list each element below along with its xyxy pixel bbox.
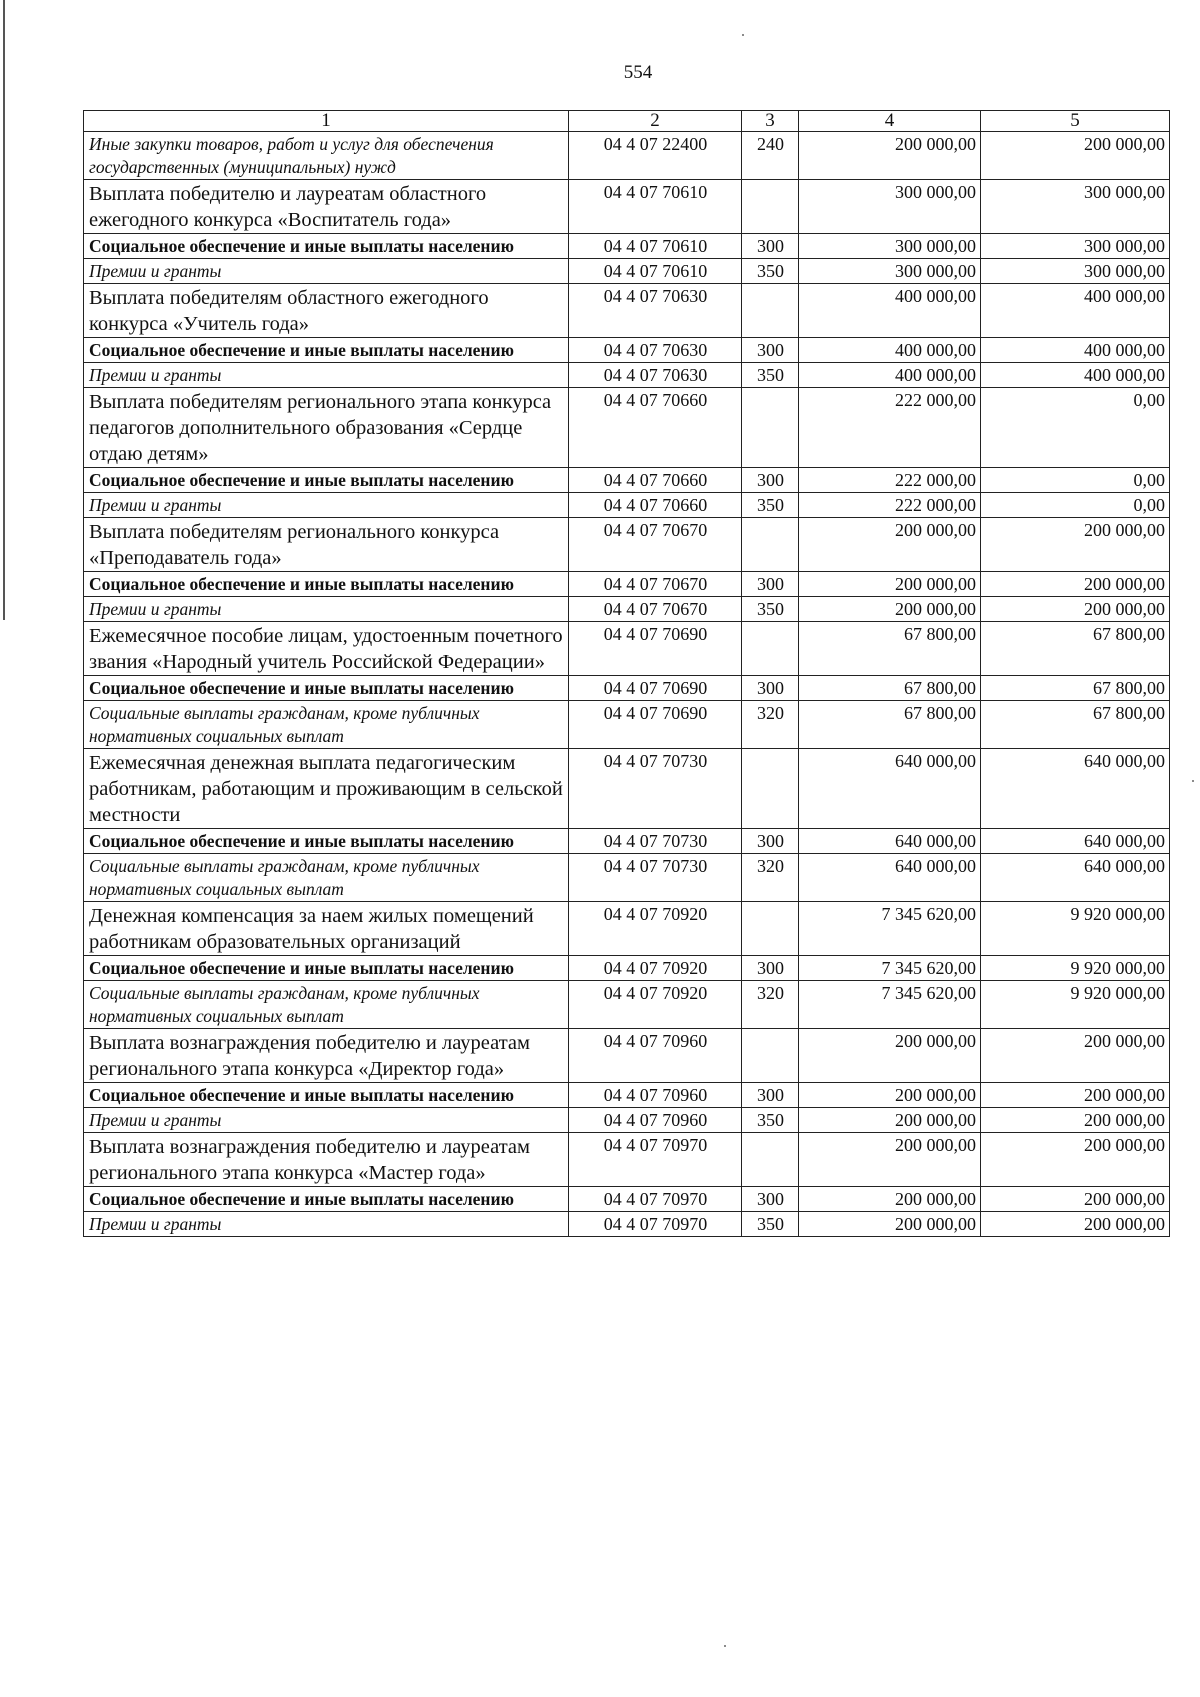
row-amount-col5: 9 920 000,00 (981, 981, 1170, 1029)
row-amount-col4: 200 000,00 (799, 518, 981, 572)
row-name: Выплата вознаграждения победителю и лауреатам регионального этапа конкурса «Директор года» (84, 1029, 569, 1083)
row-code: 04 4 07 70690 (569, 622, 742, 676)
row-code: 04 4 07 22400 (569, 132, 742, 180)
row-amount-col4: 67 800,00 (799, 701, 981, 749)
row-amount-col5: 200 000,00 (981, 132, 1170, 180)
header-col-1: 1 (84, 111, 569, 132)
row-code: 04 4 07 70960 (569, 1083, 742, 1108)
scan-speck (742, 34, 744, 36)
row-amount-col5: 200 000,00 (981, 518, 1170, 572)
row-expense-type (742, 180, 799, 234)
row-name: Премии и гранты (84, 493, 569, 518)
table-row (84, 676, 1170, 701)
row-amount-col4: 7 345 620,00 (799, 902, 981, 956)
row-code: 04 4 07 70920 (569, 981, 742, 1029)
row-expense-type (742, 749, 799, 829)
row-expense-type: 320 (742, 701, 799, 749)
row-amount-col4: 640 000,00 (799, 829, 981, 854)
row-code: 04 4 07 70690 (569, 701, 742, 749)
row-amount-col4: 400 000,00 (799, 363, 981, 388)
row-name: Социальное обеспечение и иные выплаты населению (84, 338, 569, 363)
row-expense-type: 240 (742, 132, 799, 180)
row-amount-col5: 200 000,00 (981, 1212, 1170, 1237)
row-amount-col4: 640 000,00 (799, 749, 981, 829)
scan-speck (724, 1645, 726, 1647)
table-row (84, 829, 1170, 854)
row-name: Социальные выплаты гражданам, кроме публичных нормативных социальных выплат (84, 854, 569, 902)
header-col-2: 2 (569, 111, 742, 132)
table-row (84, 388, 1170, 468)
row-code: 04 4 07 70960 (569, 1108, 742, 1133)
table-row (84, 518, 1170, 572)
table-row (84, 1108, 1170, 1133)
row-name: Выплата победителям регионального конкурса «Преподаватель года» (84, 518, 569, 572)
row-expense-type: 300 (742, 234, 799, 259)
row-expense-type (742, 518, 799, 572)
row-code: 04 4 07 70690 (569, 676, 742, 701)
row-expense-type (742, 1133, 799, 1187)
table-row (84, 622, 1170, 676)
row-amount-col4: 7 345 620,00 (799, 981, 981, 1029)
row-name: Социальное обеспечение и иные выплаты населению (84, 234, 569, 259)
row-name: Социальные выплаты гражданам, кроме публичных нормативных социальных выплат (84, 981, 569, 1029)
row-name: Выплата победителю и лауреатам областного ежегодного конкурса «Воспитатель года» (84, 180, 569, 234)
row-name: Ежемесячное пособие лицам, удостоенным почетного звания «Народный учитель Российской Федерации» (84, 622, 569, 676)
row-name: Социальное обеспечение и иные выплаты населению (84, 1187, 569, 1212)
table-row (84, 338, 1170, 363)
row-amount-col4: 640 000,00 (799, 854, 981, 902)
budget-table (83, 110, 1170, 1237)
row-amount-col4: 300 000,00 (799, 180, 981, 234)
row-name: Выплата вознаграждения победителю и лауреатам регионального этапа конкурса «Мастер года» (84, 1133, 569, 1187)
row-name: Социальное обеспечение и иные выплаты населению (84, 468, 569, 493)
row-amount-col5: 67 800,00 (981, 701, 1170, 749)
table-row (84, 1212, 1170, 1237)
row-amount-col5: 400 000,00 (981, 284, 1170, 338)
row-name: Социальное обеспечение и иные выплаты населению (84, 676, 569, 701)
table-row (84, 1133, 1170, 1187)
row-expense-type: 300 (742, 956, 799, 981)
table-row (84, 493, 1170, 518)
row-amount-col4: 200 000,00 (799, 1083, 981, 1108)
row-amount-col4: 200 000,00 (799, 1212, 981, 1237)
row-code: 04 4 07 70610 (569, 180, 742, 234)
table-row (84, 956, 1170, 981)
row-amount-col5: 9 920 000,00 (981, 956, 1170, 981)
row-amount-col5: 0,00 (981, 388, 1170, 468)
row-name: Социальные выплаты гражданам, кроме публичных нормативных социальных выплат (84, 701, 569, 749)
row-name: Социальное обеспечение и иные выплаты населению (84, 1083, 569, 1108)
table-row (84, 1187, 1170, 1212)
row-code: 04 4 07 70970 (569, 1187, 742, 1212)
row-expense-type (742, 284, 799, 338)
row-code: 04 4 07 70670 (569, 597, 742, 622)
row-amount-col5: 67 800,00 (981, 622, 1170, 676)
row-amount-col4: 67 800,00 (799, 676, 981, 701)
row-expense-type (742, 388, 799, 468)
row-amount-col5: 67 800,00 (981, 676, 1170, 701)
row-amount-col5: 200 000,00 (981, 1108, 1170, 1133)
row-code: 04 4 07 70670 (569, 518, 742, 572)
table-row (84, 259, 1170, 284)
scan-speck (1192, 780, 1194, 782)
row-amount-col4: 222 000,00 (799, 493, 981, 518)
row-amount-col4: 200 000,00 (799, 597, 981, 622)
row-expense-type: 300 (742, 676, 799, 701)
row-expense-type: 350 (742, 493, 799, 518)
row-amount-col5: 9 920 000,00 (981, 902, 1170, 956)
row-expense-type: 320 (742, 981, 799, 1029)
row-code: 04 4 07 70970 (569, 1212, 742, 1237)
row-expense-type: 350 (742, 259, 799, 284)
table-row (84, 902, 1170, 956)
row-amount-col5: 640 000,00 (981, 829, 1170, 854)
row-code: 04 4 07 70920 (569, 902, 742, 956)
row-code: 04 4 07 70630 (569, 338, 742, 363)
row-code: 04 4 07 70630 (569, 284, 742, 338)
row-amount-col4: 222 000,00 (799, 468, 981, 493)
table-row (84, 1029, 1170, 1083)
row-name: Премии и гранты (84, 1108, 569, 1133)
row-expense-type: 350 (742, 1212, 799, 1237)
row-amount-col4: 400 000,00 (799, 338, 981, 363)
table-row (84, 701, 1170, 749)
table-row (84, 468, 1170, 493)
row-name: Премии и гранты (84, 259, 569, 284)
table-row (84, 363, 1170, 388)
row-code: 04 4 07 70660 (569, 493, 742, 518)
row-name: Социальное обеспечение и иные выплаты населению (84, 956, 569, 981)
row-name: Премии и гранты (84, 1212, 569, 1237)
table-row (84, 180, 1170, 234)
row-name: Ежемесячная денежная выплата педагогическим работникам, работающим и проживающим в сельской местности (84, 749, 569, 829)
row-amount-col5: 400 000,00 (981, 363, 1170, 388)
row-code: 04 4 07 70730 (569, 854, 742, 902)
row-code: 04 4 07 70970 (569, 1133, 742, 1187)
row-code: 04 4 07 70920 (569, 956, 742, 981)
row-amount-col5: 400 000,00 (981, 338, 1170, 363)
table-row (84, 597, 1170, 622)
table-row (84, 981, 1170, 1029)
row-amount-col5: 200 000,00 (981, 1187, 1170, 1212)
table-header-row (84, 111, 1170, 132)
row-code: 04 4 07 70660 (569, 468, 742, 493)
row-expense-type: 350 (742, 597, 799, 622)
row-amount-col4: 200 000,00 (799, 1108, 981, 1133)
row-amount-col5: 640 000,00 (981, 854, 1170, 902)
header-col-5: 5 (981, 111, 1170, 132)
scan-edge-line (3, 0, 5, 620)
row-amount-col5: 640 000,00 (981, 749, 1170, 829)
row-code: 04 4 07 70630 (569, 363, 742, 388)
header-col-4: 4 (799, 111, 981, 132)
row-name: Выплата победителям областного ежегодного конкурса «Учитель года» (84, 284, 569, 338)
row-amount-col5: 200 000,00 (981, 597, 1170, 622)
page-number: 554 (623, 62, 653, 83)
row-code: 04 4 07 70730 (569, 829, 742, 854)
table-row (84, 854, 1170, 902)
row-expense-type (742, 1029, 799, 1083)
row-amount-col5: 200 000,00 (981, 572, 1170, 597)
row-code: 04 4 07 70730 (569, 749, 742, 829)
row-amount-col5: 0,00 (981, 468, 1170, 493)
row-name: Премии и гранты (84, 597, 569, 622)
row-amount-col4: 400 000,00 (799, 284, 981, 338)
row-code: 04 4 07 70670 (569, 572, 742, 597)
row-expense-type: 300 (742, 1083, 799, 1108)
row-name: Премии и гранты (84, 363, 569, 388)
row-amount-col4: 67 800,00 (799, 622, 981, 676)
row-expense-type: 300 (742, 1187, 799, 1212)
row-expense-type: 300 (742, 572, 799, 597)
row-expense-type: 350 (742, 363, 799, 388)
row-name: Денежная компенсация за наем жилых помещений работникам образовательных организаций (84, 902, 569, 956)
row-amount-col5: 300 000,00 (981, 180, 1170, 234)
row-name: Иные закупки товаров, работ и услуг для обеспечения государственных (муниципальных) нужд (84, 132, 569, 180)
table-row (84, 284, 1170, 338)
row-code: 04 4 07 70660 (569, 388, 742, 468)
row-expense-type: 350 (742, 1108, 799, 1133)
table-row (84, 749, 1170, 829)
row-expense-type (742, 622, 799, 676)
row-amount-col5: 300 000,00 (981, 234, 1170, 259)
row-expense-type: 300 (742, 338, 799, 363)
row-code: 04 4 07 70960 (569, 1029, 742, 1083)
row-amount-col4: 7 345 620,00 (799, 956, 981, 981)
row-name: Социальное обеспечение и иные выплаты населению (84, 829, 569, 854)
table-row (84, 572, 1170, 597)
row-amount-col4: 222 000,00 (799, 388, 981, 468)
row-amount-col4: 300 000,00 (799, 259, 981, 284)
row-name: Социальное обеспечение и иные выплаты населению (84, 572, 569, 597)
row-expense-type: 320 (742, 854, 799, 902)
row-amount-col5: 200 000,00 (981, 1133, 1170, 1187)
row-name: Выплата победителям регионального этапа конкурса педагогов дополнительного образования «Сердце отдаю детям» (84, 388, 569, 468)
row-amount-col5: 0,00 (981, 493, 1170, 518)
row-amount-col4: 200 000,00 (799, 1187, 981, 1212)
row-code: 04 4 07 70610 (569, 234, 742, 259)
row-amount-col4: 200 000,00 (799, 132, 981, 180)
table-row (84, 132, 1170, 180)
row-amount-col4: 300 000,00 (799, 234, 981, 259)
header-col-3: 3 (742, 111, 799, 132)
row-amount-col5: 200 000,00 (981, 1083, 1170, 1108)
table-row (84, 1083, 1170, 1108)
row-amount-col4: 200 000,00 (799, 1029, 981, 1083)
row-amount-col4: 200 000,00 (799, 1133, 981, 1187)
table-row (84, 234, 1170, 259)
row-code: 04 4 07 70610 (569, 259, 742, 284)
row-amount-col5: 300 000,00 (981, 259, 1170, 284)
row-expense-type: 300 (742, 829, 799, 854)
row-expense-type (742, 902, 799, 956)
row-amount-col4: 200 000,00 (799, 572, 981, 597)
row-expense-type: 300 (742, 468, 799, 493)
row-amount-col5: 200 000,00 (981, 1029, 1170, 1083)
